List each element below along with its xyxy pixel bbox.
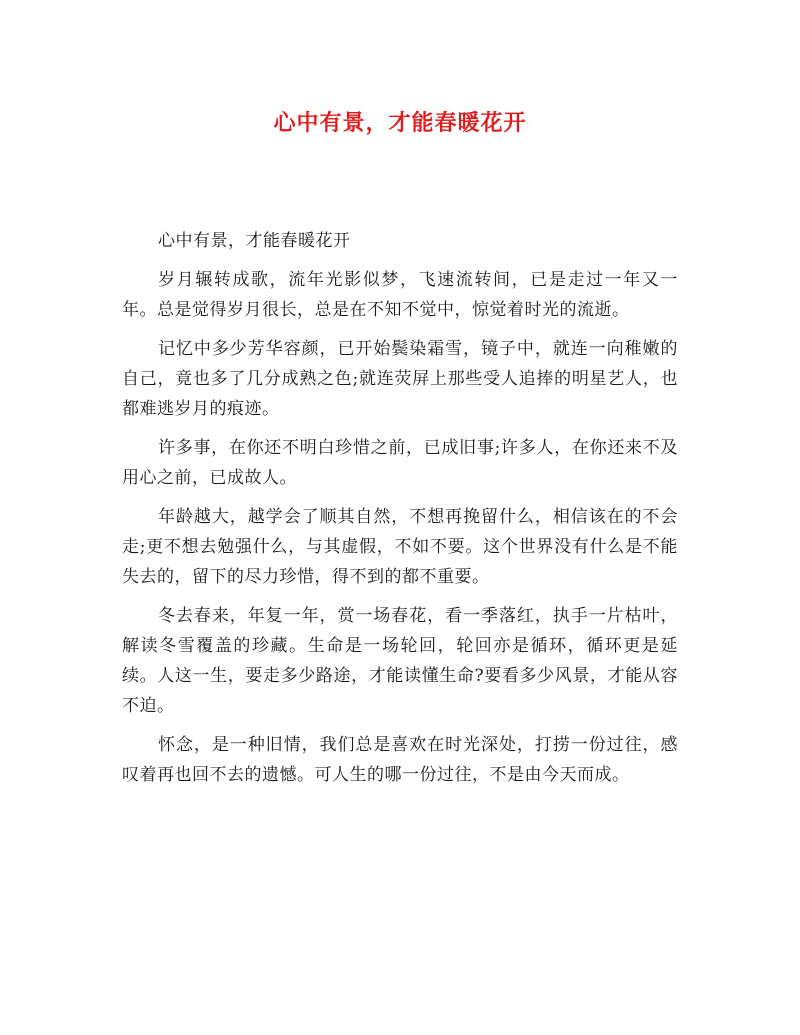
document-title: 心中有景，才能春暖花开 — [273, 110, 527, 136]
document-body — [122, 226, 678, 799]
paragraph-subtitle: 心中有景，才能春暖花开 — [158, 231, 351, 251]
paragraph: 岁月辗转成歌，流年光影似梦，飞速流转间，已是走过一年又一年。总是觉得岁月很长，总是在不知不觉中，惊觉着时光的流逝。 — [122, 270, 678, 320]
paragraph: 记忆中多少芳华容颜，已开始鬓染霜雪，镜子中，就连一向稚嫩的自己，竟也多了几分成熟之色;就连荧屏上那些受人追捧的明星艺人，也都难逃岁月的痕迹。 — [122, 339, 678, 419]
paragraph: 年龄越大，越学会了顺其自然，不想再挽留什么，相信该在的不会走;更不想去勉强什么，与其虚假，不如不要。这个世界没有什么是不能失去的，留下的尽力珍惜，得不到的都不重要。 — [122, 507, 678, 587]
paragraph: 许多事，在你还不明白珍惜之前，已成旧事;许多人，在你还来不及用心之前，已成故人。 — [122, 438, 678, 488]
paragraph: 怀念，是一种旧情，我们总是喜欢在时光深处，打捞一份过往，感叹着再也回不去的遗憾。可人生的哪一份过往，不是由今天而成。 — [122, 735, 678, 785]
paragraph: 冬去春来，年复一年，赏一场春花，看一季落红，执手一片枯叶，解读冬雪覆盖的珍藏。生命是一场轮回，轮回亦是循环，循环更是延续。人这一生，要走多少路途，才能读懂生命?要看多少风景，才能从容不迫。 — [122, 606, 678, 716]
